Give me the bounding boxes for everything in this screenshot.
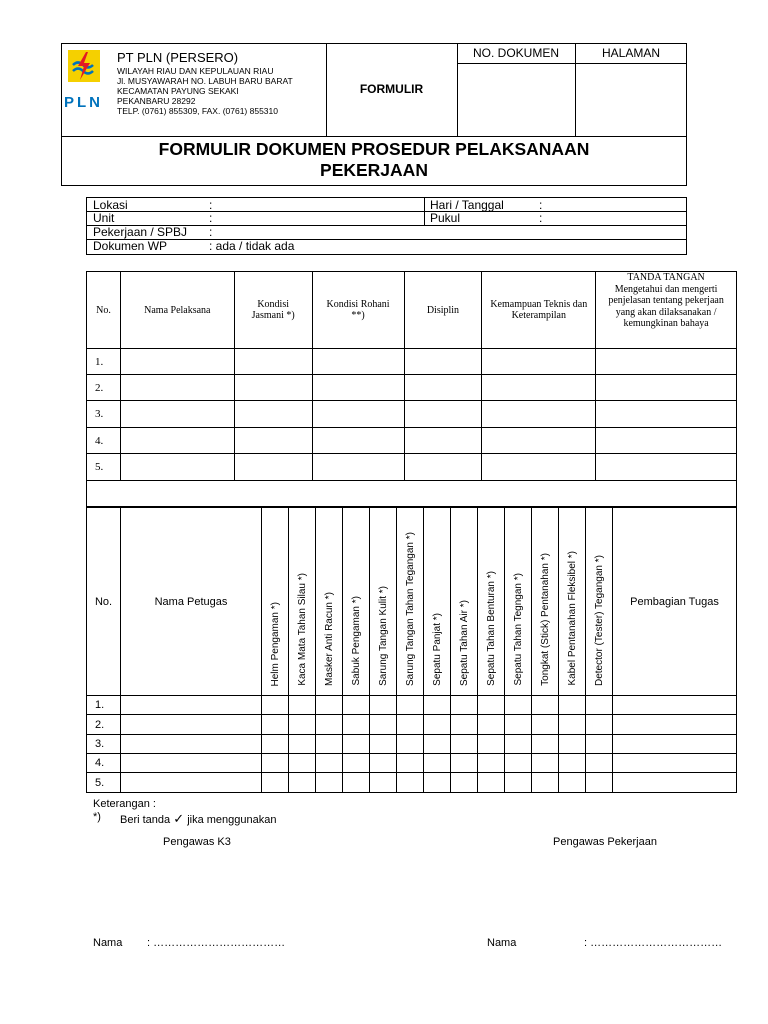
table-row: 5. bbox=[87, 773, 737, 793]
header-kemampuan: Kemampuan Teknis dan Keterampilan bbox=[482, 272, 596, 349]
label-hari: Hari / Tanggal bbox=[430, 198, 504, 212]
header-sarung-kulit: Sarung Tangan Kulit *) bbox=[377, 586, 389, 686]
form-label: FORMULIR bbox=[359, 82, 424, 96]
label-unit: Unit bbox=[93, 211, 115, 225]
label-dokumen: Dokumen WP bbox=[93, 239, 168, 253]
company-name: PT PLN (PERSERO) bbox=[117, 50, 239, 65]
pelaksana-table bbox=[86, 271, 737, 507]
pengawas-pekerjaan-label: Pengawas Pekerjaan bbox=[553, 836, 657, 848]
header-detector: Detector (Tester) Tegangan *) bbox=[593, 555, 605, 686]
keterangan-label: Keterangan : bbox=[93, 798, 156, 810]
header-disiplin: Disiplin bbox=[404, 272, 482, 349]
table-row: 4. bbox=[87, 428, 737, 454]
pln-logo bbox=[67, 49, 101, 97]
colon: : bbox=[539, 211, 543, 225]
header-nama-pelaksana: Nama Pelaksana bbox=[120, 272, 234, 349]
petugas-table bbox=[86, 507, 737, 793]
table-row: 2. bbox=[87, 715, 737, 735]
logo-text: PLN bbox=[64, 94, 103, 111]
header-sepatu-panjat: Sepatu Panjat *) bbox=[431, 613, 443, 686]
cell[interactable] bbox=[120, 349, 234, 375]
header-kaca-mata: Kaca Mata Tahan Silau *) bbox=[296, 573, 308, 686]
nama-line-right[interactable]: : ……………………………… bbox=[584, 937, 723, 949]
header-sepatu-tegangan: Sepatu Tahan Tegngan *) bbox=[512, 573, 524, 686]
company-address: WILAYAH RIAU DAN KEPULAUAN RIAU Jl. MUSYAWARAH NO. LABUH BARU BARAT KECAMATAN PAYUNG SEKAKI PEKANBARU 28292 TELP. (0761) 855309, FAX. (0761) 855310 bbox=[117, 66, 293, 116]
nama-label-left: Nama bbox=[93, 937, 123, 949]
page-title: FORMULIR DOKUMEN PROSEDUR PELAKSANAAN PEKERJAAN bbox=[158, 139, 590, 180]
colon: : bbox=[209, 198, 213, 212]
cell[interactable] bbox=[120, 375, 234, 401]
header-tongkat: Tongkat (Stick) Pentanahan *) bbox=[539, 553, 551, 686]
header-no: No. bbox=[87, 508, 121, 696]
header-sepatu-benturan: Sepatu Tahan Benturan *) bbox=[485, 571, 497, 686]
colon: : bbox=[209, 225, 213, 239]
header-kondisi-jasmani: Kondisi Jasmani *) bbox=[234, 272, 312, 349]
nama-line-left[interactable]: : ……………………………… bbox=[147, 937, 286, 949]
header-no: No. bbox=[87, 272, 121, 349]
colon: : bbox=[209, 211, 213, 225]
label-lokasi: Lokasi bbox=[93, 198, 128, 212]
doc-number-label: NO. DOKUMEN bbox=[472, 46, 559, 60]
checkmark-icon: ✓ bbox=[173, 811, 185, 826]
page-label: HALAMAN bbox=[601, 46, 660, 60]
label-pekerjaan: Pekerjaan / SPBJ bbox=[93, 225, 188, 239]
cell[interactable] bbox=[120, 401, 234, 428]
header-masker: Masker Anti Racun *) bbox=[323, 592, 335, 686]
table-row: 3. bbox=[87, 735, 737, 754]
pengawas-k3-label: Pengawas K3 bbox=[163, 836, 231, 848]
note-text: Beri tanda ✓ jika menggunakan bbox=[120, 811, 277, 826]
table-row: 2. bbox=[87, 375, 737, 401]
table-row: 4. bbox=[87, 754, 737, 773]
cell[interactable] bbox=[120, 454, 234, 481]
header-nama-petugas: Nama Petugas bbox=[121, 508, 262, 696]
header-sepatu-air: Sepatu Tahan Air *) bbox=[458, 600, 470, 686]
header-helm: Helm Pengaman *) bbox=[269, 601, 281, 686]
header-sarung-tegangan: Sarung Tangan Tahan Tegangan *) bbox=[404, 531, 416, 686]
table-row: 3. bbox=[87, 401, 737, 428]
colon: : bbox=[539, 198, 543, 212]
info-box bbox=[86, 197, 687, 255]
header-kabel: Kabel Pentanahan Fleksibel *) bbox=[566, 551, 578, 686]
header-kondisi-rohani: Kondisi Rohani **) bbox=[312, 272, 404, 349]
header-tanda-tangan: TANDA TANGAN Mengetahui dan mengerti penjelasan tentang pekerjaan yang akan dilaksanakan / kemungkinan bahaya bbox=[596, 272, 737, 349]
note-marker: *) bbox=[93, 811, 101, 823]
table-row: 1. bbox=[87, 696, 737, 715]
spacer-row bbox=[87, 481, 737, 507]
dokumen-value: : ada / tidak ada bbox=[209, 239, 295, 253]
document-header bbox=[61, 43, 687, 186]
table-row: 1. bbox=[87, 349, 737, 375]
cell[interactable] bbox=[120, 428, 234, 454]
nama-label-right: Nama bbox=[487, 937, 517, 949]
table-row: 5. bbox=[87, 454, 737, 481]
label-pukul: Pukul bbox=[430, 211, 461, 225]
header-sabuk: Sabuk Pengaman *) bbox=[350, 596, 362, 686]
header-pembagian-tugas: Pembagian Tugas bbox=[613, 508, 737, 696]
